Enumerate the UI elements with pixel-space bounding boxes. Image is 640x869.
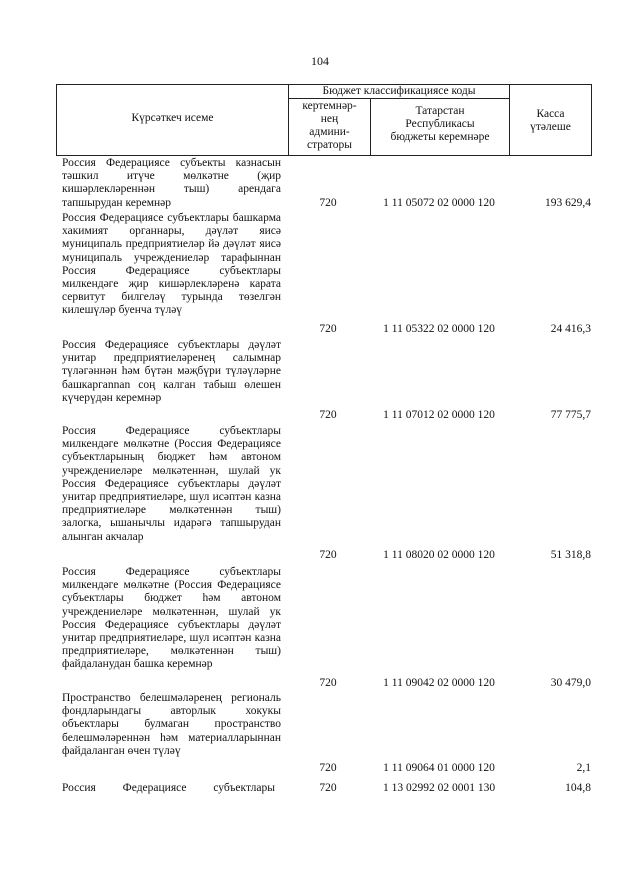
row-amount: 51 318,8 <box>550 549 591 561</box>
row-admin-code: 720 <box>319 197 337 209</box>
header-group-rule <box>288 98 509 99</box>
header-bottom-rule <box>56 155 592 156</box>
row-admin-code: 720 <box>319 762 337 774</box>
row-name: Россия Федерациясе субъектлары <box>62 782 276 794</box>
header-group-title: Бюджет классификациясе коды <box>322 85 476 97</box>
row-admin-code: 720 <box>319 782 337 794</box>
row-name: Россия Федерациясе субъектлары дәүләт унитар предприятиеләренең салымнар түләгәннән һәм бүтән мәҗбүри түләүләрне башкаргannan соң калган табыш өлешен күчерүдән керемнәр <box>62 339 281 404</box>
row-amount: 24 416,3 <box>550 323 591 335</box>
row-budget-code: 1 11 07012 02 0000 120 <box>383 409 495 421</box>
row-amount: 193 629,4 <box>545 197 591 209</box>
row-budget-code: 1 13 02992 02 0001 130 <box>382 782 496 794</box>
row-budget-code: 1 11 05322 02 0000 120 <box>383 323 495 335</box>
row-admin-code: 720 <box>319 409 337 421</box>
row-admin-code: 720 <box>319 677 337 689</box>
row-name: Россия Федерациясе субъектлары милкендәге мөлкәтне (Россия Федерациясе субъектларының бюджет һәм автоном учреждениеләре мөлкәтеннән, шулай ук Россия Федерациясе субъектлары дәүләт унитар предприятиеләре, шул исәптән казна предприятиеләре мөлкәтеннән тыш) залогка, ышанычлы идарәгә тапшырудан алынган акчалар <box>62 425 281 543</box>
row-budget-code: 1 11 09042 02 0000 120 <box>383 677 495 689</box>
row-amount: 30 479,0 <box>550 677 591 689</box>
header-col-budget: Татарстан Республикасы бюджеты керемнәре <box>390 105 490 143</box>
row-admin-code: 720 <box>319 549 337 561</box>
row-name: Россия Федерациясе субъекты казнасын тәшкил итүче мөлкәтне (җир кишәрлекләреннән тыш) арендага тапшырудан керемнәр <box>62 157 281 209</box>
header-col-name: Күрсәткеч исеме <box>131 112 214 124</box>
row-budget-code: 1 11 09064 01 0000 120 <box>383 762 495 774</box>
header-col-admin: кертемнәр- нең админи- страторы <box>302 100 357 151</box>
row-budget-code: 1 11 08020 02 0000 120 <box>383 549 495 561</box>
row-name: Пространство белешмәләренең региональ фондларындагы авторлык хокукы объектлары булмаган пространство белешмәләреннән һәм материалларыннан файдаланган өчен түләү <box>62 692 281 757</box>
row-amount: 2,1 <box>576 762 591 774</box>
header-col-amount: Касса үтәлеше <box>530 108 571 133</box>
row-budget-code: 1 11 05072 02 0000 120 <box>383 197 495 209</box>
row-amount: 77 775,7 <box>550 409 591 421</box>
row-amount: 104,8 <box>565 782 591 794</box>
page-number: 104 <box>311 54 329 68</box>
row-admin-code: 720 <box>319 323 337 335</box>
header-right-border <box>591 84 592 156</box>
row-name: Россия Федерациясе субъектлары башкарма хакимият органнары, дәүләт яисә муниципаль предприятиеләр йә дәүләт яисә муниципаль учреждениеләр тарафыннан Россия Федерациясе субъектлары милкендәге җир кишәрлекләренә карата сервитут билгеләү турында төзелгән килешүләр буенча түләү <box>62 212 281 317</box>
row-name: Россия Федерациясе субъектлары милкендәге мөлкәтне (Россия Федерациясе субъектлары бюджет һәм автоном учреждениеләре мөлкәтеннән, шулай ук Россия Федерациясе субъектлары дәүләт унитар предприятиеләре, шул исәптән казна предприятиеләре, мөлкәтеннән тыш) файдаланудан башка керемнәр <box>62 566 281 671</box>
